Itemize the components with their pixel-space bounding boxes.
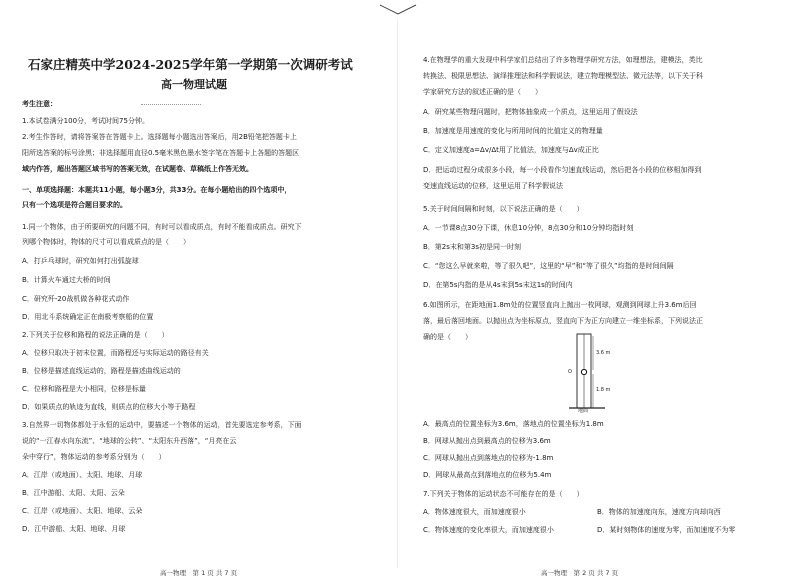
q3-option-c: C．江岸（或地面）、太阳、地球、云朵 bbox=[22, 507, 143, 515]
note-line: 2.考生作答时，请将答案答在答题卡上。选择题每小题选出答案后，用2B铅笔把答题卡上 bbox=[22, 133, 297, 141]
label-origin: O bbox=[568, 369, 572, 375]
ball-icon bbox=[581, 369, 586, 374]
section-heading: 一、单项选择题：本题共11小题，每小题3分，共33分。在每小题给出的四个选项中， bbox=[22, 186, 292, 194]
q4-option-d: 变速直线运动的位移，这里运用了科学假说法 bbox=[423, 182, 563, 190]
section-heading: 只有一个选项是符合题目要求的。 bbox=[22, 201, 127, 209]
exam-page-2 bbox=[397, 0, 794, 587]
notice-label: 考生注意： bbox=[22, 100, 57, 108]
q6-option-a: A．最高点的位置坐标为3.6m，落地点的位置坐标为1.8m bbox=[423, 420, 604, 428]
exam-title: 石家庄精英中学2024-2025学年第一学期第一次调研考试 bbox=[28, 57, 353, 72]
notice-divider bbox=[141, 104, 201, 105]
note-line: 阳所选答案的标号涂黑；非选择题用直径0.5毫米黑色墨水签字笔在答题卡上各题的答题区 bbox=[22, 149, 300, 157]
label-upper-height: 3.6 m bbox=[596, 350, 611, 356]
q7-option-b: B．物体的加速度向东，速度方向却向西 bbox=[597, 508, 721, 516]
question-4: 转换法、极限思想法、演绎推理法和科学假说法，建立物理模型法、微元法等，以下关于科 bbox=[423, 72, 703, 80]
ball-trajectory-figure bbox=[565, 332, 625, 414]
q5-option-b: B．第2s末和第3s初是同一时刻 bbox=[423, 243, 522, 251]
q2-option-b: B．位移是描述直线运动的，路程是描述曲线运动的 bbox=[22, 367, 181, 375]
question-6: 6.如图所示，在距地面1.8m处的位置竖直向上抛出一枚网球，观测到网球上升3.6m后回 bbox=[423, 301, 697, 309]
page-footer: 高一物理 第 1 页 共 7 页 bbox=[160, 569, 238, 577]
question-4: 学家研究方法的叙述正确的是（ ） bbox=[423, 88, 542, 96]
question-3: 说的“一江春水向东流”、“地球的公转”、“太阳东升西落”，“月亮在云 bbox=[22, 437, 237, 445]
label-ground: 地面 bbox=[578, 408, 589, 414]
q1-option-d: D．用北斗系统确定正在南极考察船的位置 bbox=[22, 313, 154, 321]
note-line: 1.本试卷满分100分，考试时间75分钟。 bbox=[22, 117, 149, 125]
q4-option-c: C．定义加速度a=Δv/Δt用了比值法，加速度与Δv成正比 bbox=[423, 146, 599, 154]
page-footer: 高一物理 第 2 页 共 7 页 bbox=[541, 569, 619, 577]
q7-option-d: D．某时刻物体的速度为零，而加速度不为零 bbox=[597, 526, 736, 534]
note-line: 域内作答，超出答题区域书写的答案无效，在试题卷、草稿纸上作答无效。 bbox=[22, 165, 253, 173]
q3-option-d: D．江中游船、太阳、地球、月球 bbox=[22, 525, 126, 533]
question-3: 朵中穿行”，物体运动的参考系分别为（ ） bbox=[22, 453, 166, 461]
label-lower-height: 1.8 m bbox=[596, 387, 611, 393]
question-4: 4.在物理学的重大发现中科学家们总结出了许多物理学研究方法，如理想法，建模法，类比 bbox=[423, 56, 703, 64]
q6-option-c: C．网球从抛出点到落地点的位移为-1.8m bbox=[423, 454, 554, 462]
q3-option-b: B．江中游船、太阳、太阳、云朵 bbox=[22, 489, 125, 497]
q2-option-a: A．位移只取决于初末位置，而路程还与实际运动的路径有关 bbox=[22, 349, 209, 357]
q5-option-d: D．在第5s内指的是从4s末到5s末这1s的时间内 bbox=[423, 281, 573, 289]
q2-option-d: D．如果质点的轨迹为直线，则质点的位移大小等于路程 bbox=[22, 403, 196, 411]
q5-option-a: A．一节课8点30分下课，休息10分钟，8点30分和10分钟均指时刻 bbox=[423, 224, 634, 232]
question-2: 2.下列关于位移和路程的说法正确的是（ ） bbox=[22, 331, 169, 339]
q4-option-b: B．加速度是用速度的变化与所用时间的比值定义的物理量 bbox=[423, 127, 603, 135]
q3-option-a: A．江岸（或地面）、太阳、地球、月球 bbox=[22, 471, 143, 479]
q1-option-c: C．研究歼-20战机做各种花式动作 bbox=[22, 295, 130, 303]
q7-option-a: A．物体速度很大，而加速度很小 bbox=[423, 508, 526, 516]
q4-option-d: D．把运动过程分成很多小段，每一小段看作匀速直线运动，然后把各小段的位移相加得到 bbox=[423, 166, 702, 174]
q6-option-b: B．网球从抛出点到最高点的位移为3.6m bbox=[423, 437, 551, 445]
question-1: 1.同一个物体，由于所要研究的问题不同，有时可以看成质点，有时不能看成质点。研究下 bbox=[22, 223, 302, 231]
q4-option-a: A．研究某些物理问题时，把物体抽象成一个质点，这里运用了假设法 bbox=[423, 108, 638, 116]
exam-subtitle: 高一物理试题 bbox=[161, 78, 227, 91]
q1-option-a: A．打乒乓球时，研究如何打出弧旋球 bbox=[22, 257, 139, 265]
question-3: 3.自然界一切物体都处于永恒的运动中，要描述一个物体的运动，首先要选定参考系，下面 bbox=[22, 421, 302, 429]
q2-option-c: C．位移和路程是大小相同，位移是标量 bbox=[22, 385, 146, 393]
q7-option-c: C．物体速度的变化率很大，而加速度很小 bbox=[423, 526, 554, 534]
question-6: 落，最后落回地面。以抛出点为坐标原点，竖直向下为正方向建立一维坐标系，下列说法正 bbox=[423, 317, 703, 325]
ball-trajectory-diagram bbox=[565, 332, 625, 414]
q5-option-c: C．“您这么早就来啦，等了很久吧”，这里的“早”和“等了很久”均指的是时间间隔 bbox=[423, 262, 674, 270]
q6-option-d: D．网球从最高点到落地点的位移为5.4m bbox=[423, 471, 552, 479]
question-1: 列哪个物体时，物体的尺寸可以看成质点的是（ ） bbox=[22, 238, 190, 246]
question-5: 5.关于时间间隔和时刻，以下说法正确的是（ ） bbox=[423, 205, 584, 213]
question-6: 确的是（ ） bbox=[423, 333, 472, 341]
question-7: 7.下列关于物体的运动状态不可能存在的是（ ） bbox=[423, 490, 584, 498]
q1-option-b: B．计算火车通过大桥的时间 bbox=[22, 276, 111, 284]
